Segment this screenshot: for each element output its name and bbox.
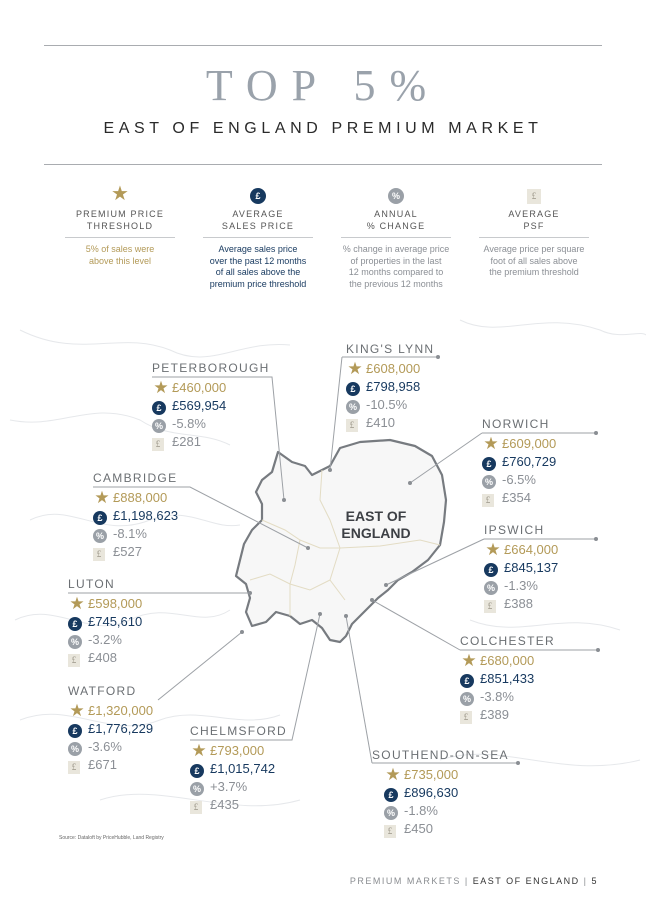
city-name: NORWICH bbox=[482, 417, 550, 431]
legend-annual-change bbox=[333, 186, 459, 290]
threshold-value: £598,000 bbox=[88, 596, 143, 611]
legend-title-line2: THRESHOLD bbox=[86, 221, 154, 231]
pound-square-icon: £ bbox=[384, 821, 404, 839]
percent-circle-icon: % bbox=[387, 186, 405, 204]
annual-change-value: -3.8% bbox=[480, 689, 514, 704]
psf-value: £450 bbox=[404, 821, 433, 836]
pound-circle-icon: £ bbox=[346, 379, 366, 397]
threshold-value: £1,320,000 bbox=[88, 703, 154, 718]
percent-circle-icon: % bbox=[93, 526, 113, 544]
legend-desc: foot of all sales above bbox=[490, 255, 578, 266]
city-cambridge bbox=[93, 471, 178, 561]
pound-circle-icon: £ bbox=[68, 721, 88, 739]
annual-change-value: -3.2% bbox=[88, 632, 122, 647]
legend-desc: % change in average price bbox=[342, 244, 450, 254]
percent-circle-icon: % bbox=[68, 632, 88, 650]
pound-square-icon: £ bbox=[68, 650, 88, 668]
star-icon: ★ bbox=[385, 764, 401, 784]
map-region-label: ENGLAND bbox=[341, 525, 411, 541]
annual-change-value: -3.6% bbox=[88, 739, 122, 754]
page-footer bbox=[350, 876, 598, 886]
city-luton bbox=[68, 577, 142, 667]
map-region-label: EAST OF bbox=[345, 508, 407, 524]
average-price-value: £745,610 bbox=[88, 614, 143, 629]
legend-desc: the premium threshold bbox=[489, 267, 579, 277]
percent-circle-icon: % bbox=[68, 739, 88, 757]
city-chelmsford bbox=[190, 724, 287, 814]
city-ipswich bbox=[484, 523, 558, 613]
star-icon: ★ bbox=[153, 377, 169, 397]
legend-desc: Average sales price bbox=[218, 244, 298, 254]
annual-change-value: -8.1% bbox=[113, 526, 147, 541]
legend-desc: Average price per square bbox=[483, 244, 585, 254]
pound-square-icon: £ bbox=[346, 415, 366, 433]
legend-desc: 12 months compared to bbox=[348, 267, 444, 277]
threshold-value: £608,000 bbox=[366, 361, 421, 376]
pound-circle-icon: £ bbox=[249, 186, 267, 204]
page-subtitle: EAST OF ENGLAND PREMIUM MARKET bbox=[103, 120, 543, 137]
percent-circle-icon: % bbox=[346, 397, 366, 415]
city-kings-lynn bbox=[346, 342, 434, 432]
pound-square-icon: £ bbox=[68, 757, 88, 775]
annual-change-value: -1.8% bbox=[404, 803, 438, 818]
psf-value: £388 bbox=[504, 596, 533, 611]
city-name: KING'S LYNN bbox=[346, 342, 435, 356]
legend-title-line2: PSF bbox=[523, 221, 545, 231]
legend-title-line1: ANNUAL bbox=[374, 209, 418, 219]
star-icon: ★ bbox=[485, 539, 501, 559]
legend-title-line2: SALES PRICE bbox=[221, 221, 295, 231]
city-name: WATFORD bbox=[68, 684, 137, 698]
percent-circle-icon: % bbox=[482, 472, 502, 490]
legend-desc: the previous 12 months bbox=[349, 278, 443, 289]
star-icon: ★ bbox=[94, 487, 110, 507]
threshold-value: £680,000 bbox=[480, 653, 535, 668]
city-southend-on-sea bbox=[372, 748, 509, 838]
annual-change-value: -5.8% bbox=[172, 416, 206, 431]
pound-square-icon: £ bbox=[93, 544, 113, 562]
footer-separator: | bbox=[583, 876, 588, 886]
percent-circle-icon: % bbox=[484, 578, 504, 596]
threshold-value: £664,000 bbox=[504, 542, 559, 557]
page-number: 5 bbox=[591, 876, 598, 886]
star-icon: ★ bbox=[461, 650, 477, 670]
pound-circle-icon: £ bbox=[152, 398, 172, 416]
pound-circle-icon: £ bbox=[484, 560, 504, 578]
percent-circle-icon: % bbox=[460, 689, 480, 707]
star-icon: ★ bbox=[111, 183, 129, 205]
annual-change-value: -10.5% bbox=[366, 397, 408, 412]
psf-value: £354 bbox=[502, 490, 531, 505]
pound-square-icon: £ bbox=[190, 797, 210, 815]
legend-divider bbox=[203, 237, 313, 238]
pound-square-icon: £ bbox=[152, 434, 172, 452]
city-name: LUTON bbox=[68, 577, 115, 591]
average-price-value: £851,433 bbox=[480, 671, 535, 686]
legend-divider bbox=[65, 237, 175, 238]
pound-square-icon: £ bbox=[482, 490, 502, 508]
legend-desc: over the past 12 months bbox=[209, 255, 307, 266]
average-price-value: £760,729 bbox=[502, 454, 557, 469]
legend-desc: of all sales above the bbox=[215, 267, 301, 277]
annual-change-value: -6.5% bbox=[502, 472, 536, 487]
percent-circle-icon: % bbox=[190, 779, 210, 797]
psf-value: £389 bbox=[480, 707, 509, 722]
page-title: TOP 5% bbox=[205, 61, 441, 110]
pound-circle-icon: £ bbox=[482, 454, 502, 472]
footer-separator: | bbox=[464, 876, 469, 886]
legend-title-line2: % CHANGE bbox=[366, 221, 426, 231]
legend-desc: premium price threshold bbox=[209, 278, 307, 289]
percent-circle-icon: % bbox=[384, 803, 404, 821]
legend-desc: 5% of sales were bbox=[85, 244, 155, 254]
legend-desc: of properties in the last bbox=[350, 255, 442, 266]
city-watford bbox=[68, 684, 153, 774]
city-name: PETERBOROUGH bbox=[152, 361, 270, 375]
pound-square-icon: £ bbox=[484, 596, 504, 614]
star-icon: ★ bbox=[483, 433, 499, 453]
average-price-value: £845,137 bbox=[504, 560, 559, 575]
average-price-value: £1,776,229 bbox=[88, 721, 154, 736]
threshold-value: £888,000 bbox=[113, 490, 168, 505]
average-price-value: £1,015,742 bbox=[210, 761, 276, 776]
percent-circle-icon: % bbox=[152, 416, 172, 434]
city-peterborough bbox=[152, 361, 270, 451]
legend-title-line1: AVERAGE bbox=[232, 209, 284, 219]
legend-divider bbox=[479, 237, 589, 238]
legend-desc: above this level bbox=[88, 255, 152, 266]
top-rule bbox=[44, 45, 602, 46]
psf-value: £671 bbox=[88, 757, 117, 772]
legend-title-line1: AVERAGE bbox=[508, 209, 560, 219]
city-name: SOUTHEND-ON-SEA bbox=[372, 748, 509, 762]
star-icon: ★ bbox=[69, 593, 85, 613]
legend-divider bbox=[341, 237, 451, 238]
average-price-value: £569,954 bbox=[172, 398, 227, 413]
city-name: COLCHESTER bbox=[460, 634, 556, 648]
psf-value: £410 bbox=[366, 415, 395, 430]
psf-value: £527 bbox=[113, 544, 142, 559]
pound-circle-icon: £ bbox=[93, 508, 113, 526]
pound-circle-icon: £ bbox=[460, 671, 480, 689]
pound-square-icon: £ bbox=[460, 707, 480, 725]
header-bottom-rule bbox=[44, 164, 602, 165]
footer-section: PREMIUM MARKETS bbox=[349, 876, 461, 886]
threshold-value: £735,000 bbox=[404, 767, 459, 782]
pound-circle-icon: £ bbox=[384, 785, 404, 803]
average-price-value: £896,630 bbox=[404, 785, 459, 800]
psf-value: £435 bbox=[210, 797, 239, 812]
city-colchester bbox=[460, 634, 555, 724]
city-name: CHELMSFORD bbox=[190, 724, 288, 738]
pound-square-icon: £ bbox=[525, 186, 543, 204]
source-note: Source: Dataloft by PriceHubble, Land Registry bbox=[59, 835, 164, 841]
threshold-value: £460,000 bbox=[172, 380, 227, 395]
annual-change-value: +3.7% bbox=[210, 779, 248, 794]
legend-title-line1: PREMIUM PRICE bbox=[75, 209, 165, 219]
star-icon: ★ bbox=[347, 358, 363, 378]
city-name: IPSWICH bbox=[484, 523, 545, 537]
city-name: CAMBRIDGE bbox=[93, 471, 178, 485]
legend-premium-threshold bbox=[57, 183, 183, 267]
psf-value: £408 bbox=[88, 650, 117, 665]
star-icon: ★ bbox=[69, 700, 85, 720]
annual-change-value: -1.3% bbox=[504, 578, 538, 593]
psf-value: £281 bbox=[172, 434, 201, 449]
pound-circle-icon: £ bbox=[68, 614, 88, 632]
pound-circle-icon: £ bbox=[190, 761, 210, 779]
legend-average-sales-price bbox=[195, 186, 321, 290]
footer-region: EAST OF ENGLAND bbox=[472, 876, 580, 886]
threshold-value: £609,000 bbox=[502, 436, 557, 451]
star-icon: ★ bbox=[191, 740, 207, 760]
threshold-value: £793,000 bbox=[210, 743, 265, 758]
city-norwich bbox=[482, 417, 556, 507]
legend-average-psf bbox=[471, 186, 597, 279]
average-price-value: £1,198,623 bbox=[113, 508, 179, 523]
average-price-value: £798,958 bbox=[366, 379, 421, 394]
